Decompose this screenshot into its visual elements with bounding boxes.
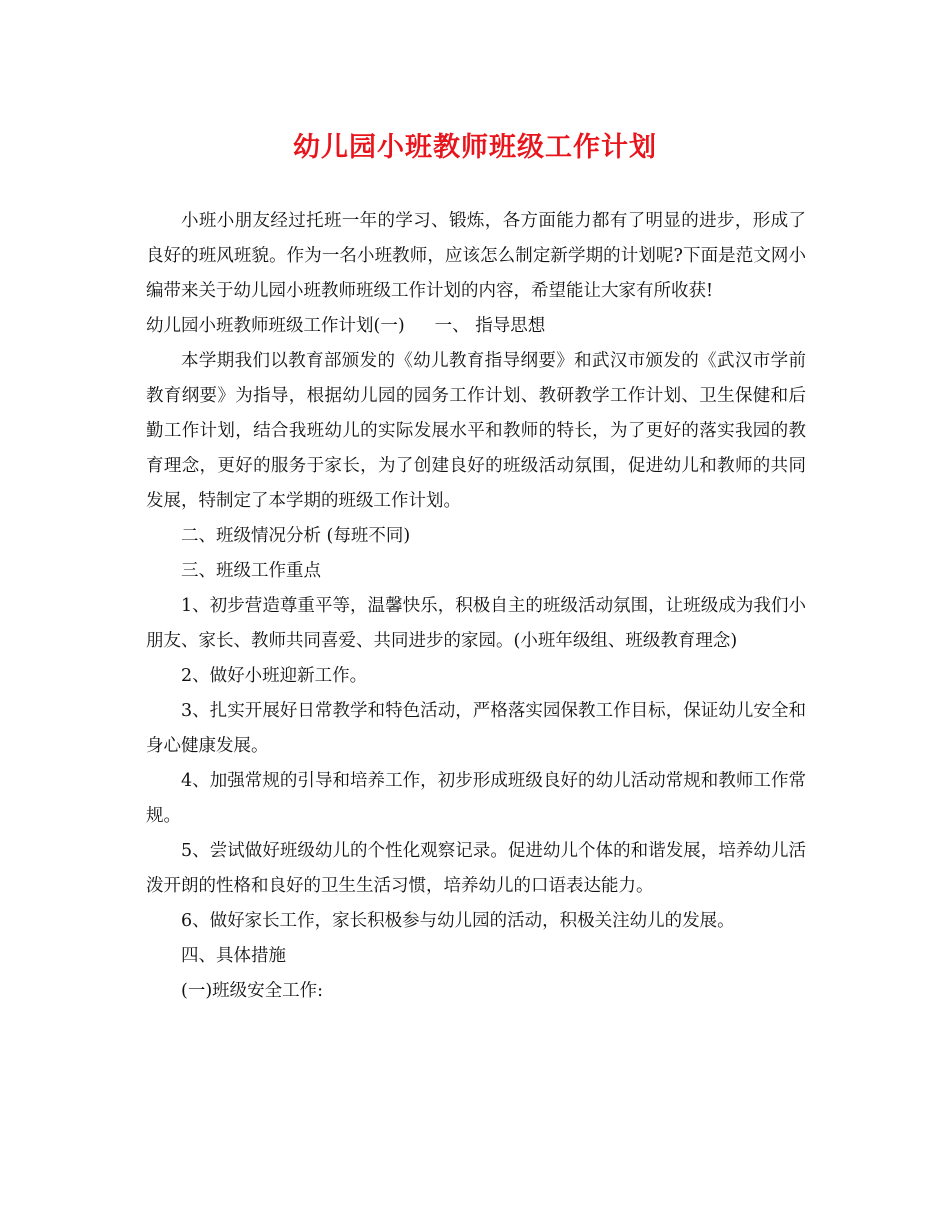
list-item: 4、加强常规的引导和培养工作，初步形成班级良好的幼儿活动常规和教师工作常规。 (146, 771, 806, 826)
document-title: 幼儿园小班教师班级工作计划 (293, 132, 657, 163)
list-item: 1、初步营造尊重平等，温馨快乐，积极自主的班级活动氛围，让班级成为我们小朋友、家长、教师共同喜爱、共同进步的家园。(小班年级组、班级教育理念) (146, 596, 806, 651)
list-item: 2、做好小班迎新工作。 (181, 666, 368, 686)
guiding-paragraph: 本学期我们以教育部颁发的《幼儿教育指导纲要》和武汉市颁发的《武汉市学前教育纲要》为指导，根据幼儿园的园务工作计划、教研教学工作计划、卫生保健和后勤工作计划，结合我班幼儿的实际发展水平和教师的特长，为了更好的落实我园的教育理念，更好的服务于家长，为了创建良好的班级活动氛围，促进幼儿和教师的共同发展，特制定了本学期的班级工作计划。 (146, 351, 806, 511)
heading-measures: 四、具体措施 (181, 946, 286, 966)
section-title-line (146, 309, 806, 344)
document-body (146, 204, 806, 1009)
heading-guiding-ideas: 一、 指导思想 (434, 316, 546, 336)
section1-title: 幼儿园小班教师班级工作计划(一) (146, 316, 405, 336)
heading-class-analysis: 二、班级情况分析 (每班不同) (181, 526, 411, 546)
list-item: 5、尝试做好班级幼儿的个性化观察记录。促进幼儿个体的和谐发展，培养幼儿活泼开朗的性格和良好的卫生生活习惯，培养幼儿的口语表达能力。 (146, 841, 806, 896)
subheading-class-safety: (一)班级安全工作: (181, 981, 324, 1001)
heading-work-focus: 三、班级工作重点 (181, 561, 321, 581)
intro-paragraph: 小班小朋友经过托班一年的学习、锻炼，各方面能力都有了明显的进步，形成了良好的班风班貌。作为一名小班教师，应该怎么制定新学期的计划呢?下面是范文网小编带来关于幼儿园小班教师班级工作计划的内容，希望能让大家有所收获! (146, 211, 806, 301)
list-item: 3、扎实开展好日常教学和特色活动，严格落实园保教工作目标，保证幼儿安全和身心健康发展。 (146, 701, 806, 756)
list-item: 6、做好家长工作，家长积极参与幼儿园的活动，积极关注幼儿的发展。 (181, 911, 735, 931)
